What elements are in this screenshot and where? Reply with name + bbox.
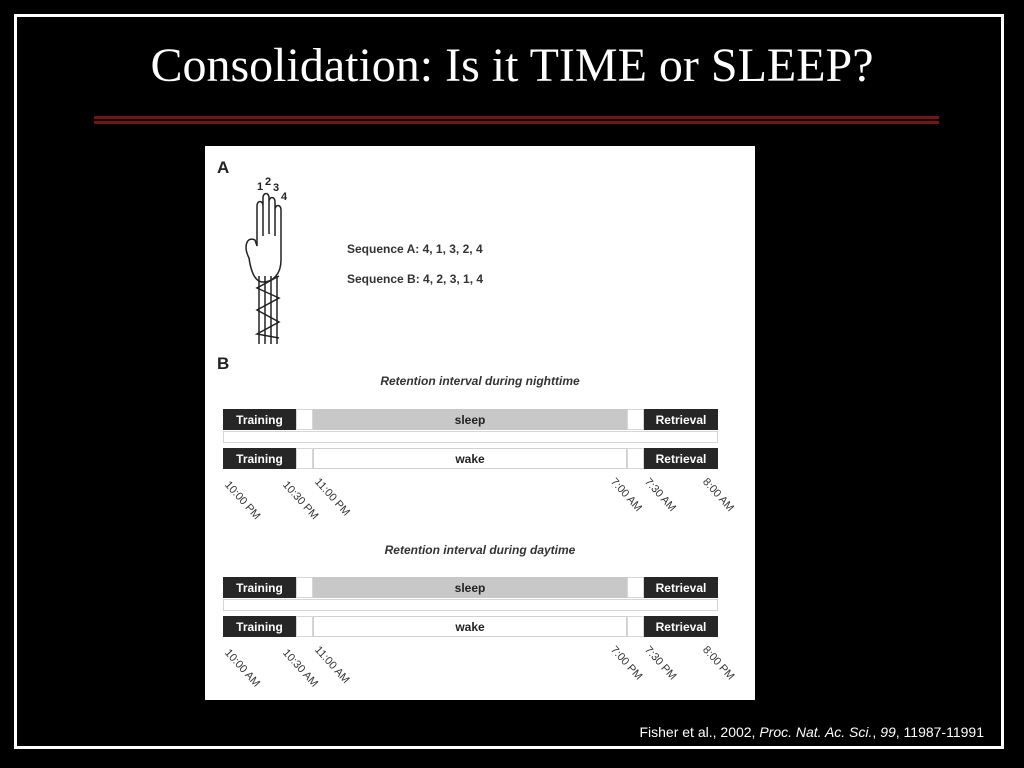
hand-diagram xyxy=(235,176,305,346)
sequence-zigzag xyxy=(257,276,279,338)
panel-b-letter: B xyxy=(217,354,230,373)
day-wake-retrieval: Retrieval xyxy=(644,616,718,637)
day-sleep-gap-start xyxy=(296,577,313,598)
day-sleep-retrieval: Retrieval xyxy=(644,577,718,598)
day-wake-training: Training xyxy=(223,616,296,637)
night-tick-5: 7:30 AM xyxy=(642,476,679,515)
citation xyxy=(639,724,984,740)
night-tick-6: 8:00 AM xyxy=(700,476,737,515)
citation-authors: Fisher et al., 2002, xyxy=(639,724,760,740)
hand-outline xyxy=(246,194,281,283)
night-wake-interval: wake xyxy=(313,448,627,469)
day-wake-interval: wake xyxy=(313,616,627,637)
night-row-spacer xyxy=(223,431,718,443)
night-wake-gap-end xyxy=(627,448,644,469)
sequence-a-text: Sequence A: 4, 1, 3, 2, 4 xyxy=(347,242,483,256)
slide-title: Consolidation: Is it TIME or SLEEP? xyxy=(150,39,874,92)
finger-label-1: 1 xyxy=(257,181,264,193)
day-wake-gap-end xyxy=(627,616,644,637)
day-wake-gap-start xyxy=(296,616,313,637)
panel-a-letter: A xyxy=(217,158,230,177)
night-sleep-training: Training xyxy=(223,409,296,430)
day-tick-1: 10:00 AM xyxy=(222,647,263,690)
night-wake-gap-start xyxy=(296,448,313,469)
night-caption: Retention interval during nighttime xyxy=(380,374,580,388)
finger-label-2: 2 xyxy=(265,176,272,188)
night-tick-1: 10:00 PM xyxy=(222,479,263,523)
figure-panel xyxy=(205,146,755,700)
night-tick-2: 10:30 PM xyxy=(280,479,321,523)
night-tick-3: 11:00 PM xyxy=(312,476,352,519)
title-rule-bottom xyxy=(94,121,939,124)
citation-journal: Proc. Nat. Ac. Sci. xyxy=(759,724,873,740)
day-tick-3: 11:00 AM xyxy=(312,644,352,686)
night-tick-4: 7:00 AM xyxy=(608,476,645,515)
finger-label-4: 4 xyxy=(281,191,288,203)
citation-volume: 99 xyxy=(880,724,896,740)
day-caption: Retention interval during daytime xyxy=(384,543,576,557)
day-tick-2: 10:30 AM xyxy=(280,647,321,690)
night-sleep-retrieval: Retrieval xyxy=(644,409,718,430)
day-tick-6: 8:00 PM xyxy=(700,644,737,683)
day-tick-4: 7:00 PM xyxy=(608,644,645,683)
night-sleep-gap-end xyxy=(627,409,644,430)
day-tick-5: 7:30 PM xyxy=(642,644,679,683)
citation-pages: , 11987-11991 xyxy=(895,724,984,740)
citation-comma: , xyxy=(872,724,881,740)
day-sleep-interval: sleep xyxy=(313,577,627,598)
day-row-spacer xyxy=(223,599,718,611)
night-wake-retrieval: Retrieval xyxy=(644,448,718,469)
day-sleep-gap-end xyxy=(627,577,644,598)
finger-label-3: 3 xyxy=(273,182,280,194)
night-wake-training: Training xyxy=(223,448,296,469)
night-sleep-gap-start xyxy=(296,409,313,430)
night-sleep-interval: sleep xyxy=(313,409,627,430)
sequence-b-text: Sequence B: 4, 2, 3, 1, 4 xyxy=(347,272,484,286)
title-rule-top xyxy=(94,116,939,119)
day-sleep-training: Training xyxy=(223,577,296,598)
